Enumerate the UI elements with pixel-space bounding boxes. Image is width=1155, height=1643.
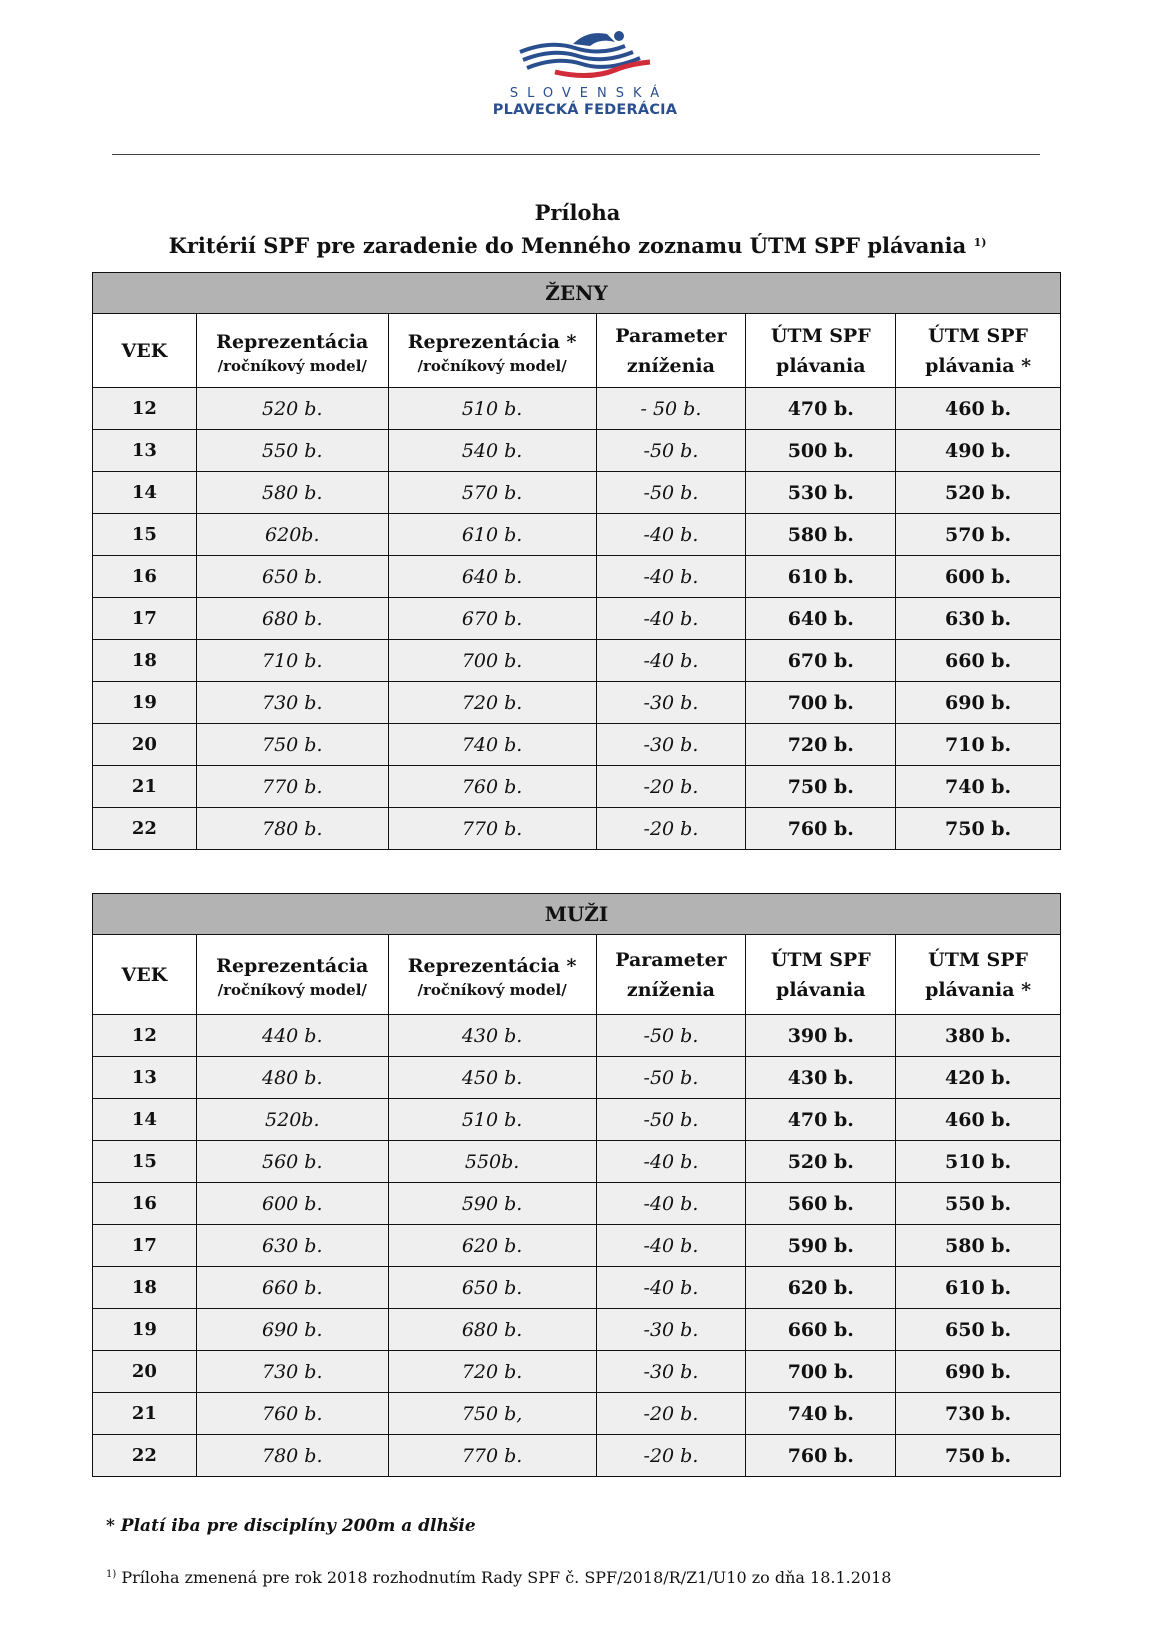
- table-section-title: ŽENY: [93, 273, 1061, 314]
- table-row: [93, 388, 1061, 430]
- row-representation-cell: 730 b.: [196, 682, 388, 724]
- row-representation-star-cell: 700 b.: [388, 640, 596, 682]
- row-parameter-cell: -20 b.: [596, 808, 746, 850]
- table-row: [93, 598, 1061, 640]
- row-representation-star-cell: 720 b.: [388, 1351, 596, 1393]
- row-representation-star-cell: 770 b.: [388, 1435, 596, 1477]
- row-utm-star-cell: 600 b.: [896, 556, 1061, 598]
- row-representation-star-cell: 430 b.: [388, 1015, 596, 1057]
- row-utm-cell: 700 b.: [746, 682, 896, 724]
- row-representation-star-cell: 570 b.: [388, 472, 596, 514]
- row-representation-star-cell: 760 b.: [388, 766, 596, 808]
- col-header-utm-star: ÚTM SPF plávania *: [896, 314, 1061, 388]
- row-utm-star-cell: 660 b.: [896, 640, 1061, 682]
- row-utm-star-cell: 610 b.: [896, 1267, 1061, 1309]
- document-title: Príloha: [534, 200, 621, 225]
- col-header-representation-star: Reprezentácia * /ročníkový model/: [388, 314, 596, 388]
- row-utm-cell: 500 b.: [746, 430, 896, 472]
- table-row: [93, 640, 1061, 682]
- row-representation-cell: 580 b.: [196, 472, 388, 514]
- row-utm-cell: 620 b.: [746, 1267, 896, 1309]
- row-utm-star-cell: 690 b.: [896, 1351, 1061, 1393]
- table-row: [93, 808, 1061, 850]
- row-utm-cell: 700 b.: [746, 1351, 896, 1393]
- row-parameter-cell: -40 b.: [596, 514, 746, 556]
- row-utm-cell: 390 b.: [746, 1015, 896, 1057]
- row-utm-star-cell: 490 b.: [896, 430, 1061, 472]
- row-representation-star-cell: 650 b.: [388, 1267, 596, 1309]
- table-row: [93, 556, 1061, 598]
- row-parameter-cell: -50 b.: [596, 1099, 746, 1141]
- row-representation-star-cell: 550b.: [388, 1141, 596, 1183]
- row-utm-star-cell: 630 b.: [896, 598, 1061, 640]
- row-utm-star-cell: 650 b.: [896, 1309, 1061, 1351]
- row-representation-star-cell: 750 b,: [388, 1393, 596, 1435]
- row-representation-cell: 760 b.: [196, 1393, 388, 1435]
- row-age-cell: 18: [93, 1267, 197, 1309]
- table-row: [93, 1099, 1061, 1141]
- table-row: [93, 1141, 1061, 1183]
- table-row: [93, 472, 1061, 514]
- table-row: [93, 1015, 1061, 1057]
- row-parameter-cell: -50 b.: [596, 472, 746, 514]
- row-representation-cell: 630 b.: [196, 1225, 388, 1267]
- row-utm-star-cell: 380 b.: [896, 1015, 1061, 1057]
- row-utm-star-cell: 730 b.: [896, 1393, 1061, 1435]
- row-age-cell: 17: [93, 598, 197, 640]
- logo-text-top: SLOVENSKÁ: [509, 86, 669, 101]
- row-age-cell: 16: [93, 1183, 197, 1225]
- table-row: [93, 430, 1061, 472]
- row-utm-star-cell: 460 b.: [896, 1099, 1061, 1141]
- table-row: [93, 1393, 1061, 1435]
- row-parameter-cell: -20 b.: [596, 1393, 746, 1435]
- row-age-cell: 22: [93, 808, 197, 850]
- row-representation-star-cell: 610 b.: [388, 514, 596, 556]
- star-footnote: * Platí iba pre disciplíny 200m a dlhšie: [106, 1516, 476, 1536]
- col-header-parameter: Parameter zníženia: [596, 935, 746, 1015]
- row-utm-star-cell: 710 b.: [896, 724, 1061, 766]
- row-utm-cell: 740 b.: [746, 1393, 896, 1435]
- row-representation-star-cell: 770 b.: [388, 808, 596, 850]
- col-header-parameter: Parameter zníženia: [596, 314, 746, 388]
- row-representation-cell: 480 b.: [196, 1057, 388, 1099]
- row-utm-cell: 580 b.: [746, 514, 896, 556]
- row-representation-cell: 520 b.: [196, 388, 388, 430]
- row-parameter-cell: - 50 b.: [596, 388, 746, 430]
- row-representation-star-cell: 620 b.: [388, 1225, 596, 1267]
- row-representation-cell: 710 b.: [196, 640, 388, 682]
- table-row: [93, 682, 1061, 724]
- row-utm-star-cell: 550 b.: [896, 1183, 1061, 1225]
- row-age-cell: 19: [93, 682, 197, 724]
- row-representation-cell: 600 b.: [196, 1183, 388, 1225]
- subtitle-note-mark: 1): [973, 236, 987, 249]
- logo-text-bottom: PLAVECKÁ FEDERÁCIA: [492, 102, 678, 118]
- row-utm-star-cell: 580 b.: [896, 1225, 1061, 1267]
- footnote-mark: 1): [106, 1569, 117, 1580]
- header-divider: [112, 154, 1040, 155]
- table-row: [93, 1435, 1061, 1477]
- row-age-cell: 12: [93, 388, 197, 430]
- row-utm-cell: 720 b.: [746, 724, 896, 766]
- row-utm-cell: 750 b.: [746, 766, 896, 808]
- row-utm-cell: 640 b.: [746, 598, 896, 640]
- women-criteria-table: [92, 272, 1061, 850]
- col-header-representation: Reprezentácia /ročníkový model/: [196, 314, 388, 388]
- row-utm-cell: 590 b.: [746, 1225, 896, 1267]
- col-header-age: VEK: [93, 314, 197, 388]
- table-row: [93, 724, 1061, 766]
- row-age-cell: 19: [93, 1309, 197, 1351]
- row-age-cell: 22: [93, 1435, 197, 1477]
- row-representation-cell: 650 b.: [196, 556, 388, 598]
- col-header-representation-star: Reprezentácia * /ročníkový model/: [388, 935, 596, 1015]
- subtitle-text: Kritérií SPF pre zaradenie do Menného zoznamu ÚTM SPF plávania: [168, 233, 967, 258]
- row-representation-star-cell: 720 b.: [388, 682, 596, 724]
- row-age-cell: 16: [93, 556, 197, 598]
- row-age-cell: 18: [93, 640, 197, 682]
- row-utm-star-cell: 420 b.: [896, 1057, 1061, 1099]
- table-row: [93, 1057, 1061, 1099]
- row-representation-cell: 560 b.: [196, 1141, 388, 1183]
- row-representation-cell: 680 b.: [196, 598, 388, 640]
- footnote-text: Príloha zmenená pre rok 2018 rozhodnutím Rady SPF č. SPF/2018/R/Z1/U10 zo dňa 18.1.2018: [116, 1568, 892, 1587]
- row-utm-star-cell: 570 b.: [896, 514, 1061, 556]
- row-representation-star-cell: 590 b.: [388, 1183, 596, 1225]
- row-age-cell: 21: [93, 766, 197, 808]
- row-parameter-cell: -40 b.: [596, 640, 746, 682]
- row-utm-star-cell: 750 b.: [896, 1435, 1061, 1477]
- row-representation-star-cell: 540 b.: [388, 430, 596, 472]
- row-parameter-cell: -30 b.: [596, 724, 746, 766]
- row-utm-cell: 670 b.: [746, 640, 896, 682]
- row-representation-cell: 440 b.: [196, 1015, 388, 1057]
- row-parameter-cell: -20 b.: [596, 1435, 746, 1477]
- row-representation-cell: 780 b.: [196, 1435, 388, 1477]
- row-age-cell: 13: [93, 1057, 197, 1099]
- row-age-cell: 13: [93, 430, 197, 472]
- table-row: [93, 766, 1061, 808]
- row-age-cell: 15: [93, 1141, 197, 1183]
- row-representation-star-cell: 510 b.: [388, 1099, 596, 1141]
- row-representation-cell: 690 b.: [196, 1309, 388, 1351]
- col-header-utm: ÚTM SPF plávania: [746, 314, 896, 388]
- row-representation-cell: 520b.: [196, 1099, 388, 1141]
- row-parameter-cell: -50 b.: [596, 430, 746, 472]
- row-utm-cell: 660 b.: [746, 1309, 896, 1351]
- row-parameter-cell: -30 b.: [596, 1351, 746, 1393]
- row-representation-star-cell: 670 b.: [388, 598, 596, 640]
- row-utm-cell: 530 b.: [746, 472, 896, 514]
- table-row: [93, 1351, 1061, 1393]
- row-parameter-cell: -40 b.: [596, 1183, 746, 1225]
- row-representation-cell: 730 b.: [196, 1351, 388, 1393]
- row-age-cell: 17: [93, 1225, 197, 1267]
- row-age-cell: 14: [93, 1099, 197, 1141]
- row-utm-cell: 760 b.: [746, 1435, 896, 1477]
- table-row: [93, 1183, 1061, 1225]
- swimmer-logo-icon: [515, 22, 655, 84]
- row-parameter-cell: -40 b.: [596, 598, 746, 640]
- row-utm-star-cell: 740 b.: [896, 766, 1061, 808]
- men-criteria-table: [92, 893, 1061, 1477]
- row-representation-star-cell: 640 b.: [388, 556, 596, 598]
- row-representation-cell: 660 b.: [196, 1267, 388, 1309]
- row-representation-cell: 750 b.: [196, 724, 388, 766]
- row-utm-star-cell: 690 b.: [896, 682, 1061, 724]
- row-representation-star-cell: 450 b.: [388, 1057, 596, 1099]
- row-parameter-cell: -30 b.: [596, 1309, 746, 1351]
- row-age-cell: 21: [93, 1393, 197, 1435]
- row-age-cell: 14: [93, 472, 197, 514]
- row-parameter-cell: -30 b.: [596, 682, 746, 724]
- table-row: [93, 514, 1061, 556]
- row-parameter-cell: -40 b.: [596, 556, 746, 598]
- row-utm-star-cell: 460 b.: [896, 388, 1061, 430]
- row-age-cell: 15: [93, 514, 197, 556]
- row-utm-cell: 430 b.: [746, 1057, 896, 1099]
- col-header-utm-star: ÚTM SPF plávania *: [896, 935, 1061, 1015]
- row-utm-cell: 760 b.: [746, 808, 896, 850]
- row-representation-cell: 620b.: [196, 514, 388, 556]
- row-representation-star-cell: 740 b.: [388, 724, 596, 766]
- row-utm-cell: 610 b.: [746, 556, 896, 598]
- row-utm-cell: 560 b.: [746, 1183, 896, 1225]
- col-header-utm: ÚTM SPF plávania: [746, 935, 896, 1015]
- row-utm-star-cell: 520 b.: [896, 472, 1061, 514]
- row-parameter-cell: -50 b.: [596, 1057, 746, 1099]
- row-utm-star-cell: 750 b.: [896, 808, 1061, 850]
- amendment-footnote: [106, 1568, 891, 1587]
- table-row: [93, 1309, 1061, 1351]
- row-parameter-cell: -20 b.: [596, 766, 746, 808]
- row-parameter-cell: -50 b.: [596, 1015, 746, 1057]
- row-age-cell: 12: [93, 1015, 197, 1057]
- col-header-age: VEK: [93, 935, 197, 1015]
- row-parameter-cell: -40 b.: [596, 1267, 746, 1309]
- federation-logo: [470, 22, 700, 132]
- row-representation-star-cell: 510 b.: [388, 388, 596, 430]
- col-header-representation: Reprezentácia /ročníkový model/: [196, 935, 388, 1015]
- row-age-cell: 20: [93, 1351, 197, 1393]
- table-row: [93, 1267, 1061, 1309]
- table-section-title: MUŽI: [93, 894, 1061, 935]
- row-age-cell: 20: [93, 724, 197, 766]
- row-parameter-cell: -40 b.: [596, 1225, 746, 1267]
- row-utm-star-cell: 510 b.: [896, 1141, 1061, 1183]
- row-utm-cell: 520 b.: [746, 1141, 896, 1183]
- row-representation-cell: 770 b.: [196, 766, 388, 808]
- row-parameter-cell: -40 b.: [596, 1141, 746, 1183]
- row-representation-cell: 780 b.: [196, 808, 388, 850]
- row-representation-cell: 550 b.: [196, 430, 388, 472]
- table-row: [93, 1225, 1061, 1267]
- row-representation-star-cell: 680 b.: [388, 1309, 596, 1351]
- document-subtitle: [0, 233, 1155, 258]
- row-utm-cell: 470 b.: [746, 388, 896, 430]
- row-utm-cell: 470 b.: [746, 1099, 896, 1141]
